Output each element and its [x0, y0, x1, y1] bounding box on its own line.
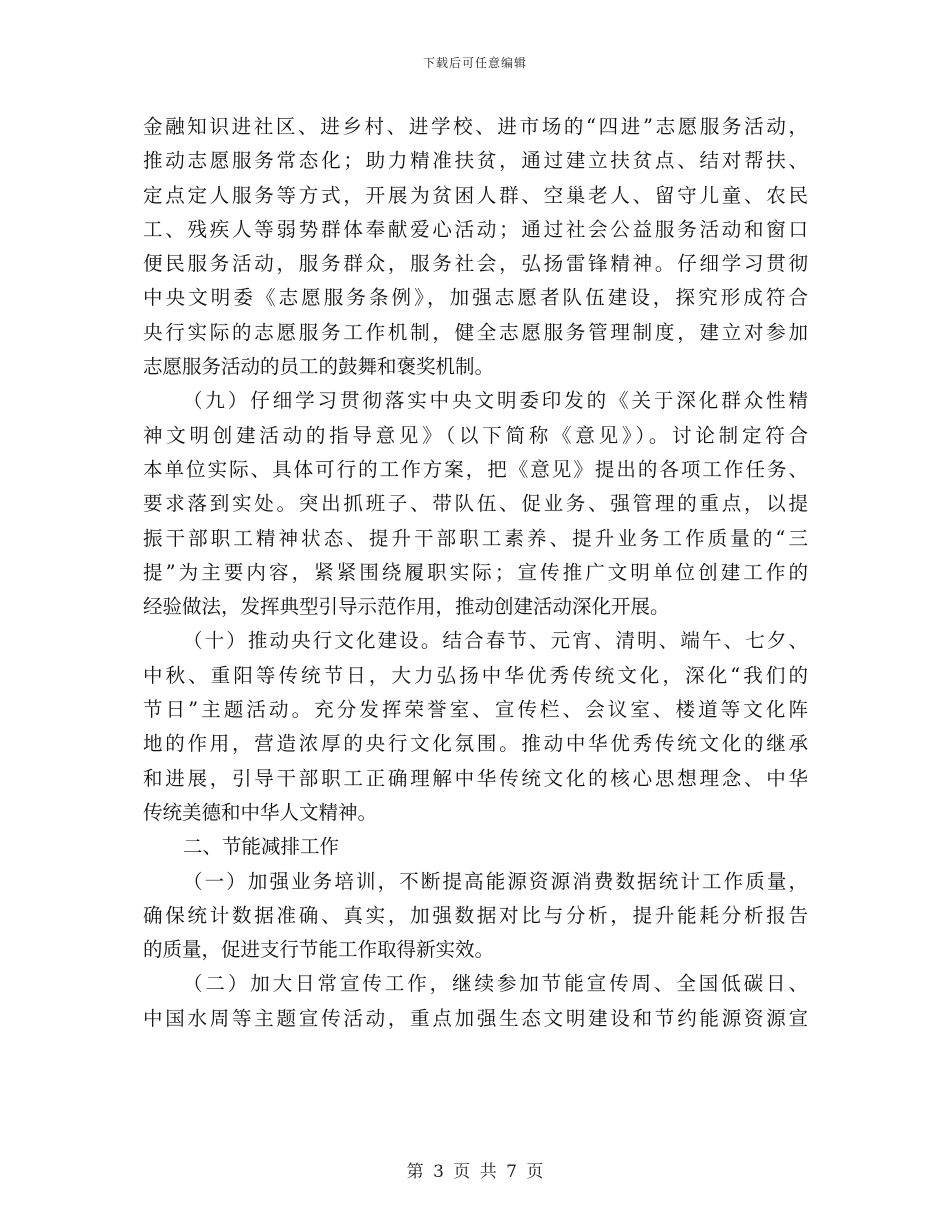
paragraph-start-line: （一）加强业务培训，不断提高能源资源消费数据统计工作质量， [183, 869, 808, 893]
text-line: 金融知识进社区、进乡村、进学校、进市场的“四进”志愿服务活动， [143, 115, 808, 138]
text-line: 经验做法，发挥典型引导示范作用，推动创建活动深化开展。 [143, 595, 670, 619]
text-line: 中国水周等主题宣传活动，重点加强生态文明建设和节约能源资源宣 [143, 1006, 808, 1030]
text-line: 传统美德和中华人文精神。 [143, 800, 378, 824]
text-line: 的质量，促进支行节能工作取得新实效。 [143, 938, 495, 962]
text-line: 要求落到实处。突出抓班子、带队伍、促业务、强管理的重点，以提 [143, 492, 808, 516]
text-line: 地的作用，营造浓厚的央行文化氛围。推动中华优秀传统文化的继承 [143, 732, 808, 756]
page-header: 下载后可任意编辑 [422, 56, 527, 70]
text-line: 神文明创建活动的指导意见》（以下简称《意见》）。讨论制定符合 [143, 423, 808, 447]
text-line: 定点定人服务等方式，开展为贫困人群、空巢老人、留守儿童、农民 [143, 183, 808, 207]
text-line: 提”为主要内容，紧紧围绕履职实际；宣传推广文明单位创建工作的 [143, 560, 808, 584]
text-line: 便民服务活动，服务群众，服务社会，弘扬雷锋精神。仔细学习贯彻 [143, 252, 808, 276]
text-line: 工、残疾人等弱势群体奉献爱心活动；通过社会公益服务活动和窗口 [143, 217, 808, 241]
document-body [143, 110, 808, 1036]
text-line: 中央文明委《志愿服务条例》，加强志愿者队伍建设，探究形成符合 [143, 286, 808, 310]
paragraph-start-line: （九）仔细学习贯彻落实中央文明委印发的《关于深化群众性精 [183, 389, 808, 413]
text-line: 推动志愿服务常态化；助力精准扶贫，通过建立扶贫点、结对帮扶、 [143, 149, 808, 173]
text-line: 本单位实际、具体可行的工作方案，把《意见》提出的各项工作任务、 [143, 457, 808, 481]
text-line: 志愿服务活动的员工的鼓舞和褒奖机制。 [143, 355, 495, 379]
text-line: 节日”主题活动。充分发挥荣誉室、宣传栏、会议室、楼道等文化阵 [143, 698, 808, 722]
text-line: 振干部职工精神状态、提升干部职工素养、提升业务工作质量的“三 [143, 526, 808, 550]
page-footer: 第 3 页 共 7 页 [406, 1162, 544, 1182]
paragraph-start-line: （二）加大日常宣传工作，继续参加节能宣传周、全国低碳日、 [183, 972, 808, 996]
text-line: 央行实际的志愿服务工作机制，健全志愿服务管理制度，建立对参加 [143, 320, 808, 344]
text-line: 中秋、重阳等传统节日，大力弘扬中华优秀传统文化，深化“我们的 [143, 663, 808, 687]
text-line: 和进展，引导干部职工正确理解中华传统文化的核心思想理念、中华 [143, 766, 808, 790]
paragraph-start-line: （十）推动央行文化建设。结合春节、元宵、清明、端午、七夕、 [183, 629, 808, 653]
text-line: 确保统计数据准确、真实，加强数据对比与分析，提升能耗分析报告 [143, 903, 808, 927]
section-heading: 二、节能减排工作 [183, 835, 340, 859]
